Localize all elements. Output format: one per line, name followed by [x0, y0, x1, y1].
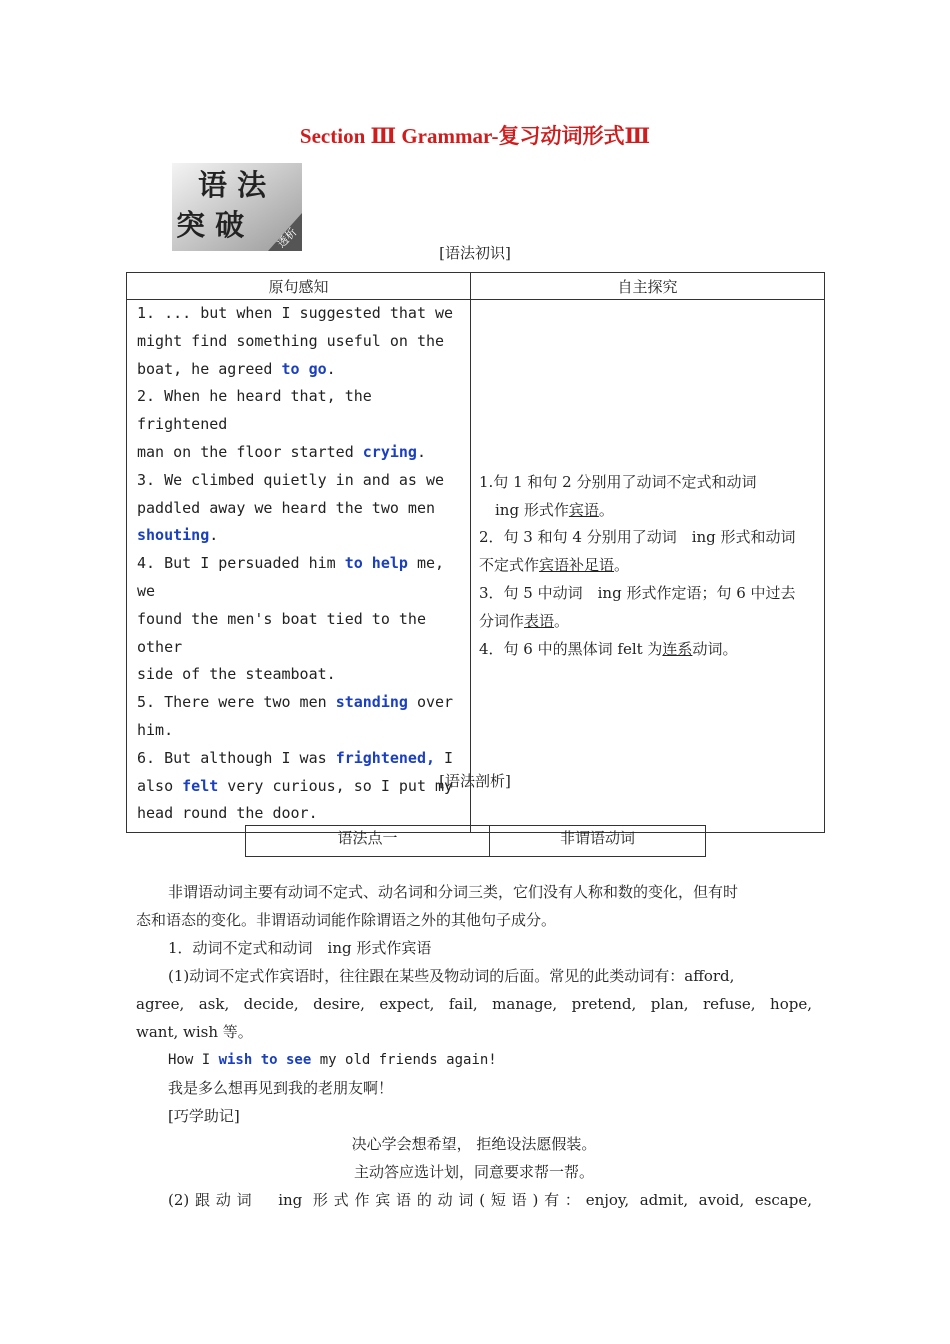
body-example: How I wish to see my old friends again! [168, 1052, 497, 1068]
sentence-5: 5. There were two men standing over him. [137, 693, 454, 739]
body-p1-b: 态和语态的变化。非谓语动词能作除谓语之外的其他句子成分。 [136, 911, 557, 929]
section-analysis-label: [语法剖析] [439, 772, 511, 790]
page-title: Section Ⅲ Grammar-复习动词形式Ⅲ [299, 124, 651, 148]
analysis-body [136, 878, 812, 1214]
highlight-standing: standing [335, 693, 408, 712]
badge-graphic [172, 163, 302, 251]
sentence-2: 2. When he heard that, the frightened man on the floor started crying. [137, 387, 426, 461]
body-example-translation: 我是多么想再见到我的老朋友啊！ [168, 1079, 394, 1097]
grammar-point-box [245, 825, 706, 857]
body-heading-1: 1．动词不定式和动词 ing 形式作宾语 [168, 939, 432, 957]
note-3-line-a: 3．句 5 中动词 ing 形式作定语；句 6 中过去 [479, 583, 796, 602]
body-s1-c: want, wish 等。 [136, 1023, 253, 1041]
badge-line1: 语 法 [198, 168, 267, 202]
badge-corner: 透析 [274, 225, 300, 251]
badge-line2: 突 破 [176, 208, 245, 242]
highlight-felt: felt [182, 776, 219, 795]
grammar-intro-table [126, 272, 825, 833]
self-exploration-cell [471, 300, 825, 833]
body-s1-a: (1)动词不定式作宾语时，往往跟在某些及物动词的后面。常见的此类动词有：afford, [168, 967, 735, 985]
highlight-crying: crying [362, 442, 417, 461]
note-3-line-b: 分词作表语。 [479, 611, 570, 630]
sentence-1: 1. ... but when I suggested that we might find something useful on the boat, he agreed to go. [137, 304, 454, 378]
sentence-3: 3. We climbed quietly in and as we paddled away we heard the two men shouting. [137, 470, 445, 545]
body-tip-label: [巧学助记] [168, 1107, 240, 1125]
header-original-sentences: 原句感知 [127, 273, 471, 300]
body-rhyme-1: 决心学会想希望， 拒绝设法愿假装。 [351, 1135, 597, 1153]
highlight-to-go: to go [281, 359, 327, 378]
body-s2: (2)跟动词 ing 形式作宾语的动词(短语)有：enjoy, admit, avoid, escape, [168, 1191, 812, 1209]
body-p1-a: 非谓语动词主要有动词不定式、动名词和分词三类，它们没有人称和数的变化，但有时 [168, 883, 739, 901]
body-rhyme-2: 主动答应选计划，同意要求帮一帮。 [353, 1163, 594, 1181]
highlight-wish-to-see: wish to see [218, 1052, 312, 1068]
note-1-line-b: ing 形式作宾语。 [495, 500, 614, 519]
original-sentences-cell [127, 300, 471, 833]
note-4: 4．句 6 中的黑体词 felt 为连系动词。 [479, 639, 738, 658]
highlight-frightened: frightened, [335, 748, 436, 767]
section-intro-label: [语法初识] [439, 244, 511, 262]
sentence-6: 6. But although I was frightened, I also felt very curious, so I put my head round the door. [137, 748, 454, 823]
header-self-exploration: 自主探究 [471, 273, 825, 300]
grammar-point-label: 语法点一 [246, 826, 490, 857]
sentence-4: 4. But I persuaded him to help me, we found the men's boat tied to the other side of the steamboat. [137, 554, 445, 684]
grammar-badge [172, 163, 302, 251]
note-2-line-b: 不定式作宾语补足语。 [479, 556, 630, 575]
note-1-line-a: 1.句 1 和句 2 分别用了动词不定式和动词 [479, 472, 757, 491]
note-2-line-a: 2．句 3 和句 4 分别用了动词 ing 形式和动词 [479, 528, 796, 547]
highlight-to-help: to help [344, 554, 408, 573]
grammar-point-name: 非谓语动词 [490, 826, 706, 857]
highlight-shouting: shouting [137, 526, 210, 545]
body-s1-b: agree, ask, decide, desire, expect, fail, manage, pretend, plan, refuse, hope, [136, 995, 812, 1013]
